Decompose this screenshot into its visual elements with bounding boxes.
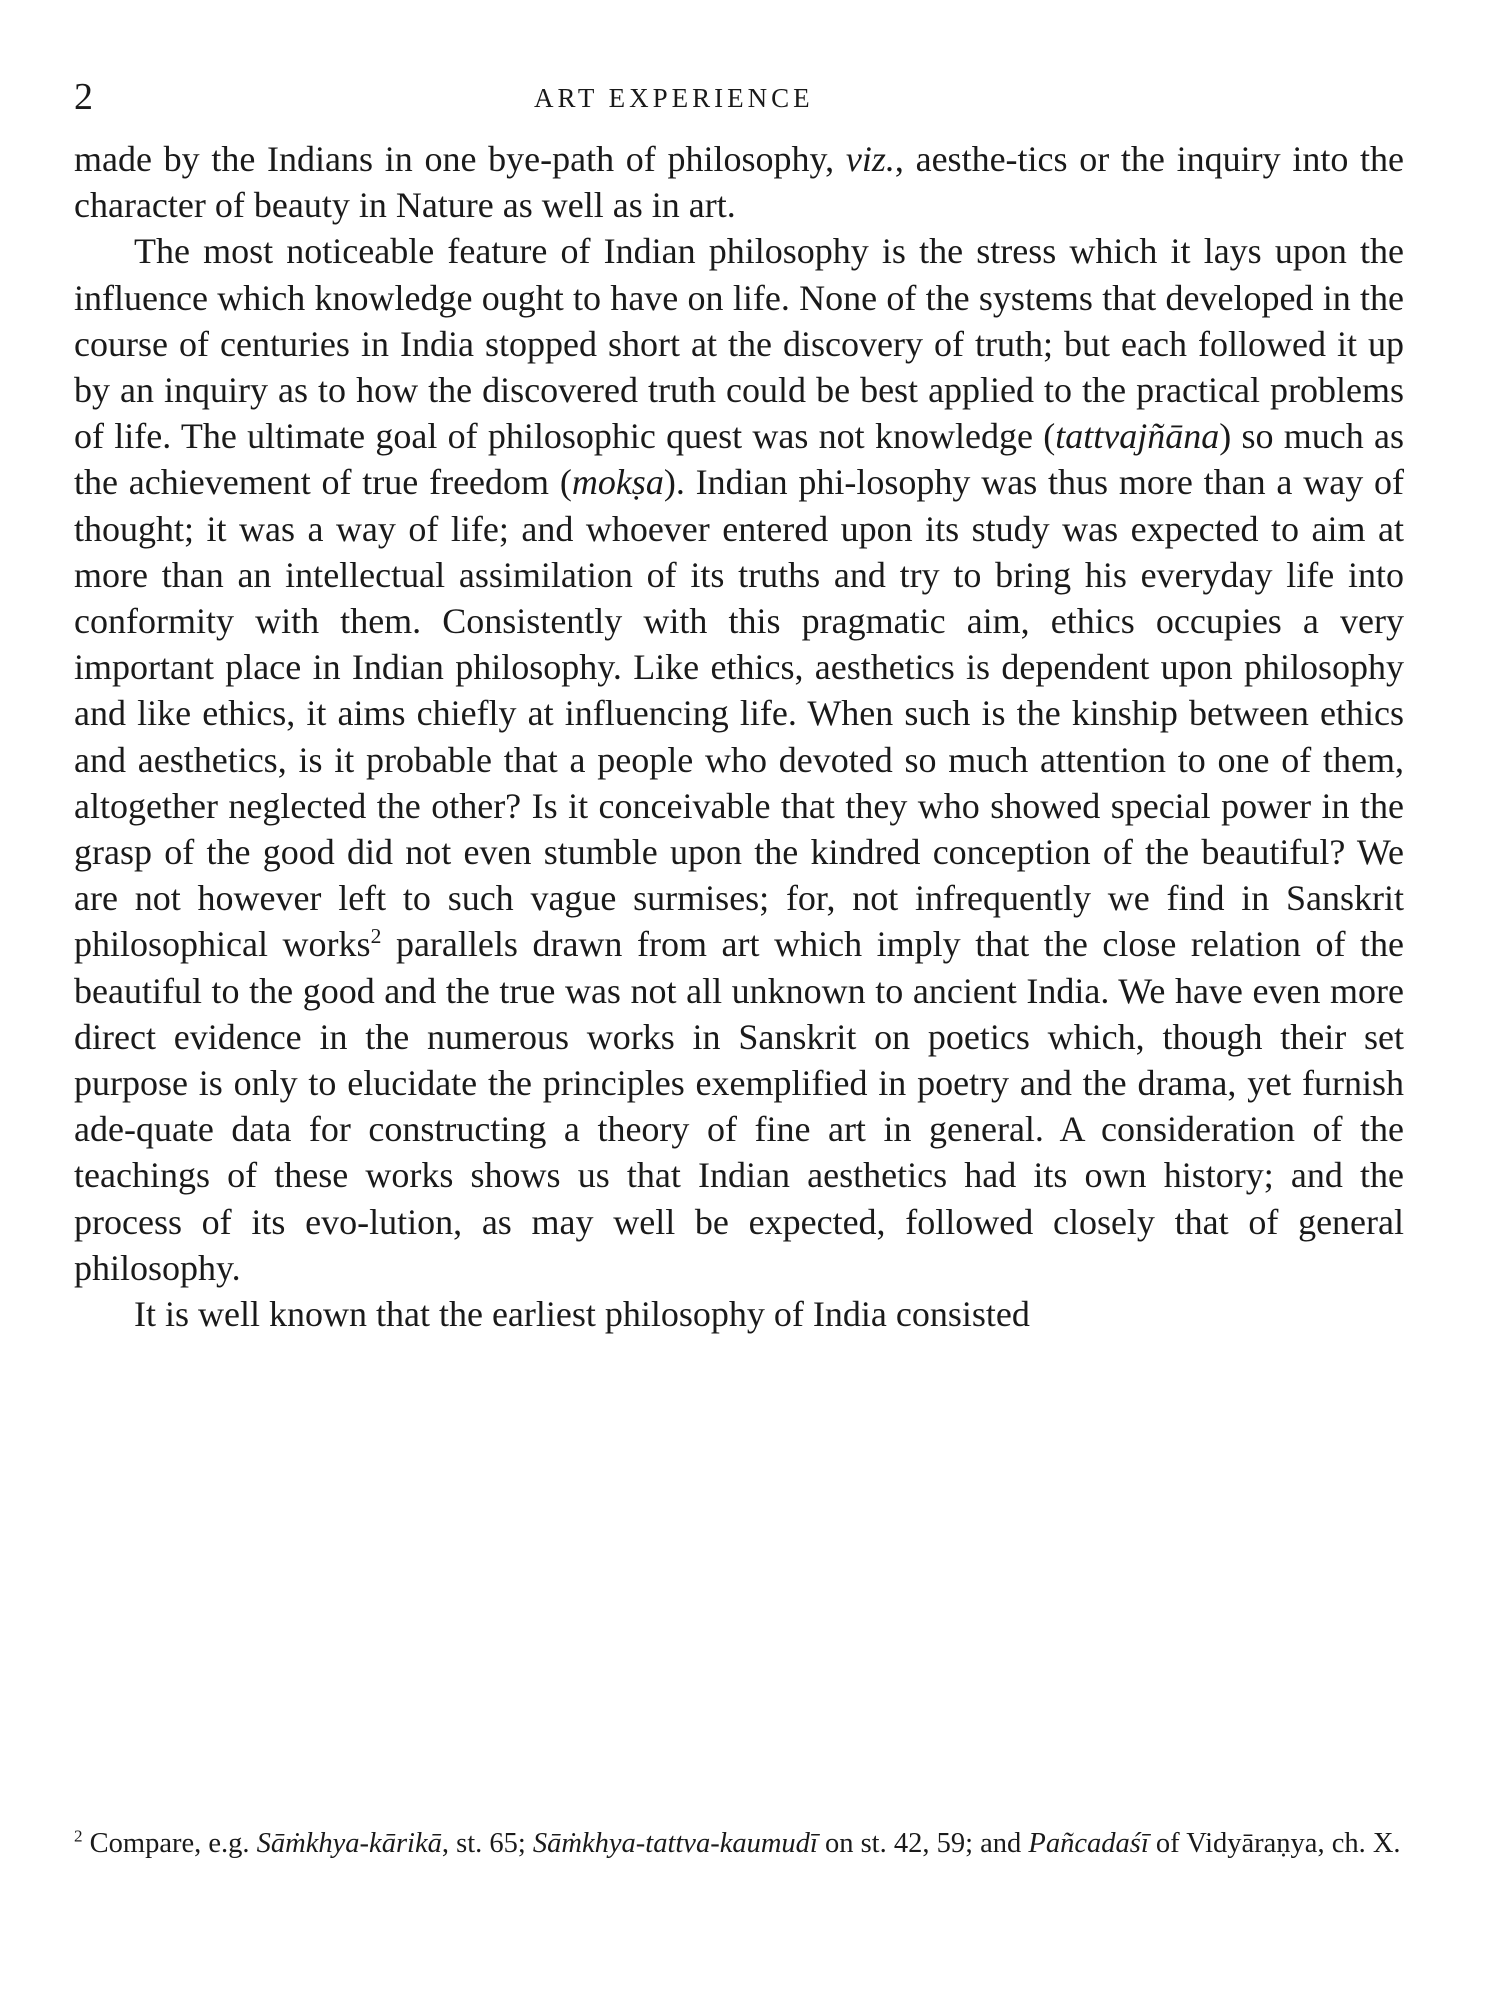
paragraph-2: The most noticeable feature of Indian philosophy is the stress which it lays upon the influence which knowledge ought to have on life. None of the systems that developed in the course of centuries in India stopped short at the discovery of truth; but each followed it up by an inquiry as to how the discovered truth could be best applied to the practical problems of life. The ultimate goal of philosophic quest was not knowledge (tattvajñāna) so much as the achievement of true freedom (mokṣa). Indian phi-losophy was thus more than a way of thought; it was a way of life; and whoever entered upon its study was expected to aim at more than an intellectual assimilation of its truths and try to bring his everyday life into conformity with them. Consistently with this pragmatic aim, ethics occupies a very important place in Indian philosophy. Like ethics, aesthetics is dependent upon philosophy and like ethics, it aims chiefly at influencing life. When such is the kinship between ethics and aesthetics, is it probable that a people who devoted so much attention to one of them, altogether neglected the other? Is it conceivable that they who showed special power in the grasp of the good did not even stumble upon the kindred conception of the beautiful? We are not however left to such vague surmises; for, not infrequently we find in Sanskrit philosophical works$^2$ parallels drawn from art which imply that the close relation of the beautiful to the good and the true was not all unknown to ancient India. We have even more direct evidence in the numerous works in Sanskrit on poetics which, though their set purpose is only to elucidate the principles exemplified in poetry and the drama, yet furnish ade-quate data for constructing a theory of fine art in general. A consideration of the teachings of these works shows us that Indian aesthetics had its own history; and the process of its evo-lution, as may well be expected, followed closely that of general philosophy. [74,231,1405,1288]
paragraph-3: It is well known that the earliest philosophy of India consisted [134,1294,1030,1335]
page-header [74,72,1404,122]
footnote-reference: 2 [370,924,382,949]
footnote: $^2$ Compare, e.g. Sāṁkhya-kārikā, st. 65; Sāṁkhya-tattva-kaumudī on st. 42, 59; and Pañcadaśī of Vidyāraṇya, ch. X. [74,1826,1401,1859]
page-number: 2 [74,76,93,118]
running-head: ART EXPERIENCE [534,83,814,113]
paragraph-1: made by the Indians in one bye-path of philosophy, viz., aesthe-tics or the inquiry into the character of beauty in Nature as well as in art. [74,139,1405,226]
footnote-marker: 2 [74,1826,83,1846]
body-text [74,136,1404,1337]
